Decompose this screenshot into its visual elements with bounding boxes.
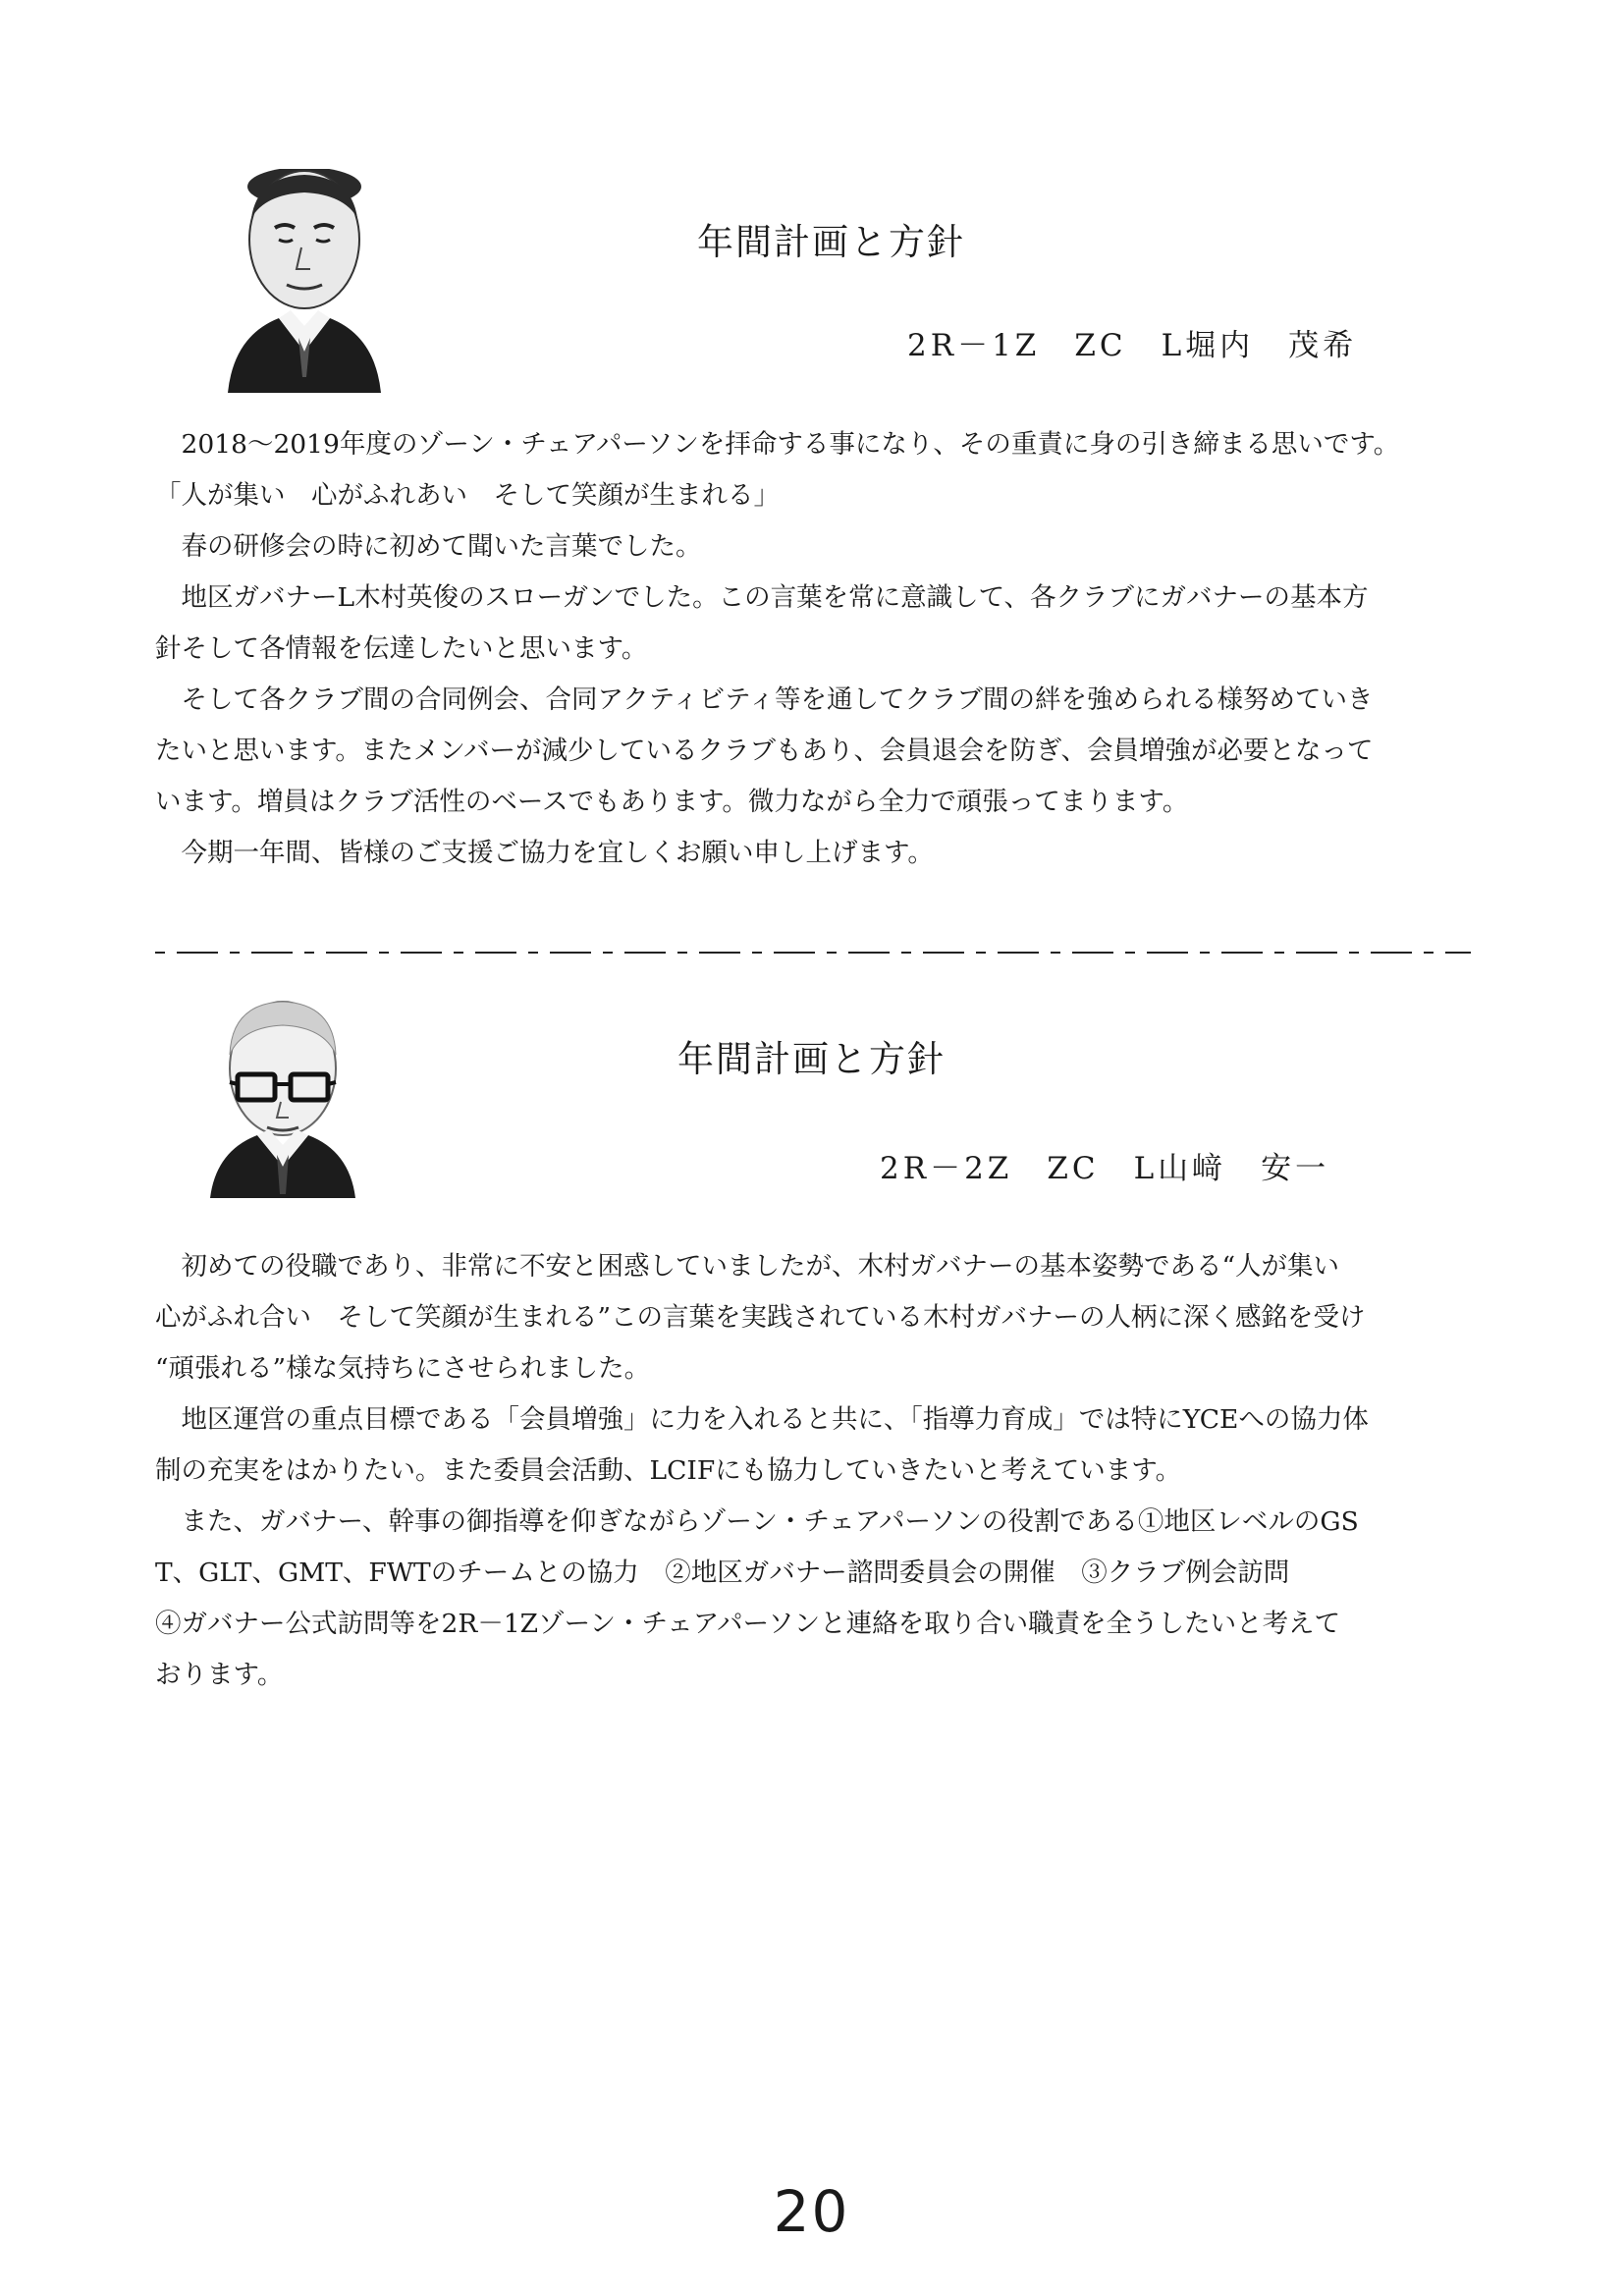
paragraph: 針そして各情報を伝達したいと思います。 — [155, 633, 648, 664]
section-title: 年間計画と方針 — [677, 1038, 946, 1080]
paragraph: たいと思います。またメンバーが減少しているクラブもあり、会員退会を防ぎ、会員増強が必要となって — [155, 736, 1374, 766]
section-divider — [155, 949, 1471, 957]
paragraph: おります。 — [155, 1660, 284, 1690]
paragraph: 今期一年間、皆様のご支援ご協力を宜しくお願い申し上げます。 — [155, 838, 934, 868]
paragraph: 心がふれ合い そして笑顔が生まれる”この言葉を実践されている木村ガバナーの人柄に深く感銘を受け — [155, 1302, 1366, 1333]
portrait-photo-2 — [210, 998, 355, 1198]
paragraph: 「人が集い 心がふれあい そして笑顔が生まれる」 — [155, 480, 780, 511]
section-body — [155, 1241, 1476, 1701]
section-title: 年間計画と方針 — [697, 221, 965, 263]
paragraph: 制の充実をはかりたい。また委員会活動、LCIFにも協力していきたいと考えています。 — [155, 1455, 1182, 1486]
paragraph: 地区運営の重点目標である「会員増強」に力を入れると共に、「指導力育成」では特にYCEへの協力体 — [155, 1404, 1369, 1435]
portrait-photo-1 — [228, 169, 381, 393]
paragraph: “頑張れる”様な気持ちにさせられました。 — [155, 1353, 651, 1384]
paragraph: また、ガバナー、幹事の御指導を仰ぎながらゾーン・チェアパーソンの役割である①地区レベルのGS — [155, 1506, 1359, 1537]
paragraph: T、GLT、GMT、FWTのチームとの協力 ②地区ガバナー諮問委員会の開催 ③クラブ例会訪問 — [155, 1558, 1290, 1588]
paragraph: 初めての役職であり、非常に不安と困惑していましたが、木村ガバナーの基本姿勢である“人が集い — [155, 1251, 1340, 1282]
paragraph: 2018～2019年度のゾーン・チェアパーソンを拝命する事になり、その重責に身の引き締まる思いです。 — [155, 429, 1400, 460]
author-byline: 2R－2Z ZC L山﨑 安一 — [880, 1151, 1330, 1186]
paragraph: ④ガバナー公式訪問等を2R－1Zゾーン・チェアパーソンと連絡を取り合い職責を全うしたいと考えて — [155, 1609, 1341, 1639]
author-byline: 2R－1Z ZC L堀内 茂希 — [907, 328, 1358, 363]
paragraph: 春の研修会の時に初めて聞いた言葉でした。 — [155, 531, 702, 562]
page-number: 20 — [773, 2178, 850, 2245]
section-body — [155, 419, 1476, 879]
paragraph: 地区ガバナーL木村英俊のスローガンでした。この言葉を常に意識して、各クラブにガバナーの基本方 — [155, 582, 1369, 613]
paragraph: そして各クラブ間の合同例会、合同アクティビティ等を通してクラブ間の絆を強められる様努めていき — [155, 684, 1374, 715]
paragraph: います。増員はクラブ活性のベースでもあります。微力ながら全力で頑張ってまります。 — [155, 787, 1189, 817]
